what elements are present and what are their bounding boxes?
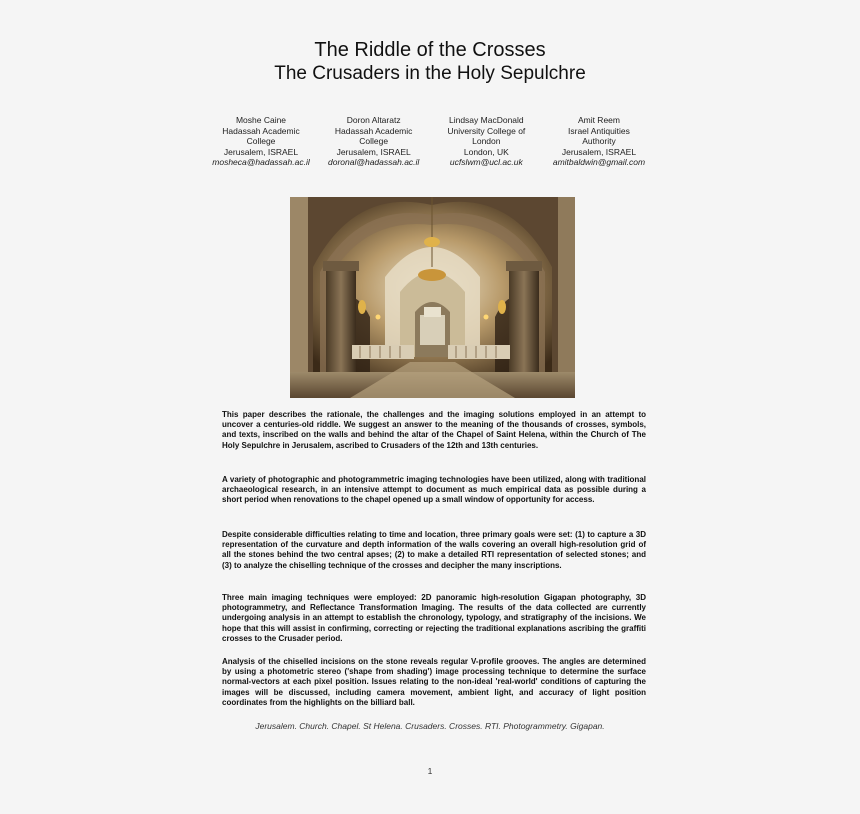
author-affiliation: College xyxy=(359,136,389,146)
keywords: Jerusalem. Church. Chapel. St Helena. Crusaders. Crosses. RTI. Photogrammetry. Gigapan. xyxy=(255,721,605,731)
author-name: Doron Altaratz xyxy=(346,115,401,125)
author-email[interactable]: ucfslwm@ucl.ac.uk xyxy=(449,157,523,167)
author-affiliation: College xyxy=(246,136,276,146)
author-affiliation: Hadassah Academic xyxy=(222,125,300,136)
abstract-paragraph-1: This paper describes the rationale, the challenges and the imaging solutions employed in an attempt to uncover a centuries-old riddle. We suggest an answer to the meaning of the thousands of crosses, symbols, and texts, inscribed on the walls and behind the altar of the Chapel of Saint Helena, within the Church of The Holy Sepulchre in Jerusalem, ascribed to Crusaders of the 12th and 13th centuries. xyxy=(222,410,646,450)
author-name: Lindsay MacDonald xyxy=(448,115,524,125)
author-name: Amit Reem xyxy=(577,115,620,125)
abstract-paragraph-4: Three main imaging techniques were employed: 2D panoramic high-resolution Gigapan photography, 3D photogrammetry, and Reflectance Transformation Imaging. The results of the data collected are currently undergoing analysis in an attempt to establish the chronology, typology, and stratigraphy of the incisions. We hope that this will assist in confirming, correcting or rejecting the traditional explanations ascribing the graffiti crosses to the Crusader period. xyxy=(222,593,646,643)
author-email[interactable]: doronal@hadassah.ac.il xyxy=(327,157,420,167)
abstract-paragraph-3: Despite considerable difficulties relating to time and location, three primary goals were set: (1) to capture a 3D representation of the curvature and depth information of the walls covering an overall high-resolution grid of all the stones behind the two central apses; (2) to make a detailed RTI representation of selected stones; and (3) to analyze the chiselling technique of the crosses and decipher the many inscriptions. xyxy=(222,530,646,570)
author-affiliation: Israel Antiquities xyxy=(568,125,630,136)
paper-title: The Riddle of the Crosses xyxy=(314,39,546,61)
abstract-paragraph-2: A variety of photographic and photogrammetric imaging technologies have been utilized, along with traditional archaeological research, in an intensive attempt to document as much empirical data as possible during a short period when renovations to the chapel opened up a small window of opportunity for access. xyxy=(222,475,646,505)
author-affiliation: Authority xyxy=(582,136,616,146)
author-email[interactable]: mosheca@hadassah.ac.il xyxy=(212,157,310,167)
author-1 xyxy=(205,115,317,168)
author-location: Jerusalem, ISRAEL xyxy=(336,146,411,157)
author-affiliation: University College of xyxy=(447,125,526,136)
author-location: London, UK xyxy=(463,146,509,157)
author-location: Jerusalem, ISRAEL xyxy=(561,146,637,157)
author-affiliation: Hadassah Academic xyxy=(334,125,413,136)
author-block xyxy=(205,115,655,168)
author-3 xyxy=(430,115,542,168)
author-4 xyxy=(543,115,655,168)
author-2 xyxy=(318,115,430,168)
chapel-photograph xyxy=(290,197,575,398)
author-name: Moshe Caine xyxy=(235,115,287,125)
abstract-paragraph-5: Analysis of the chiselled incisions on the stone reveals regular V-profile grooves. The angles are determined by using a photometric stereo ('shape from shading') image processing technique to determine the surface normal-vectors at each pixel position. Issues relating to the non-ideal 'real-world' conditions of capturing the images will be discussed, including camera movement, ambient light, and accuracy of light position coordinates from the highlights on the billiard ball. xyxy=(222,657,646,707)
author-email[interactable]: amitbaldwin@gmail.com xyxy=(552,157,646,167)
paper-subtitle: The Crusaders in the Holy Sepulchre xyxy=(274,63,586,84)
author-location: Jerusalem, ISRAEL xyxy=(223,146,299,157)
page-number: 1 xyxy=(427,766,433,776)
author-affiliation: London xyxy=(472,136,501,146)
